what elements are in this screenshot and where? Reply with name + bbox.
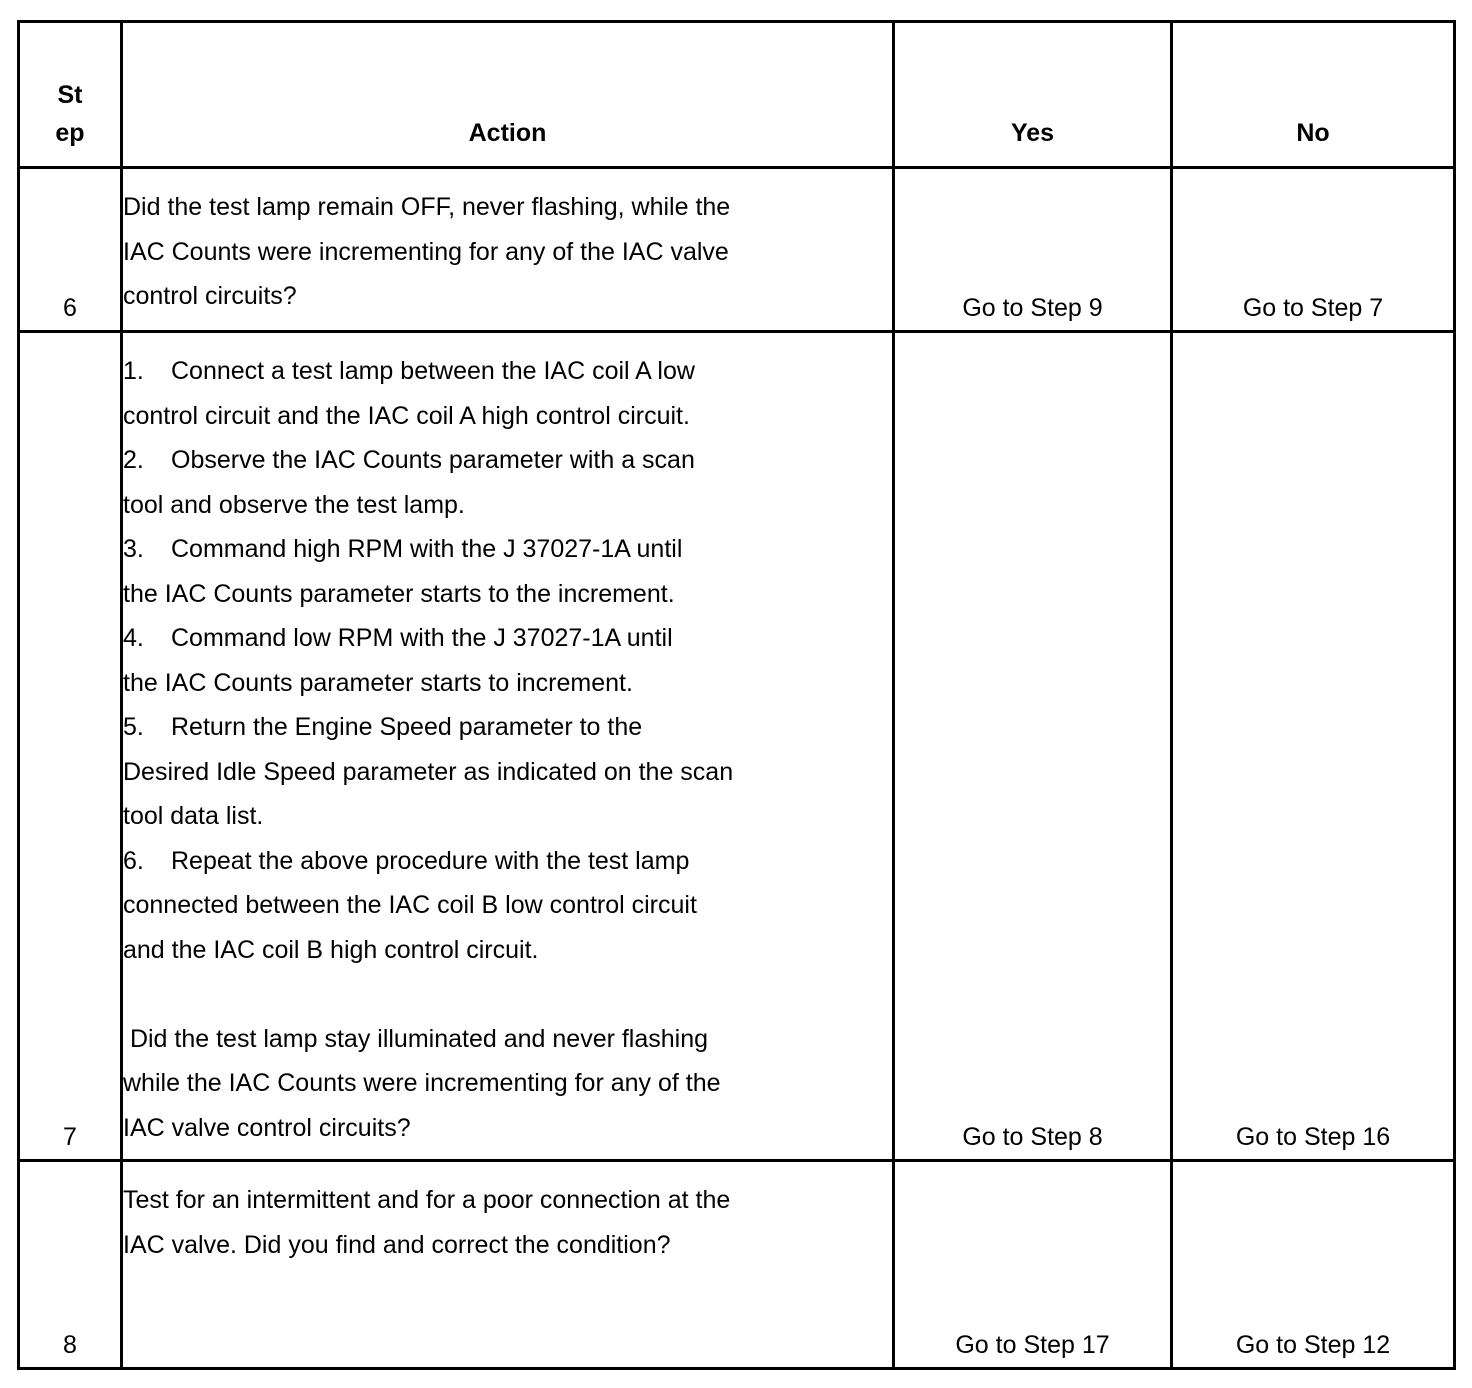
procedure-step-continued: the IAC Counts parameter starts to the increment. — [123, 579, 675, 608]
procedure-step: 4. Command low RPM with the J 37027-1A until — [123, 624, 673, 652]
procedure-step-continued: the IAC Counts parameter starts to increment. — [123, 668, 633, 697]
procedure-step: 2. Observe the IAC Counts parameter with a scan — [123, 446, 695, 474]
question-line: Did the test lamp stay illuminated and never flashing — [123, 1024, 709, 1053]
question-line: IAC valve control circuits? — [123, 1113, 411, 1142]
action-line: Did the test lamp remain OFF, never flashing, while the — [123, 193, 731, 221]
table-row — [19, 1161, 1455, 1369]
no-result: Go to Step 7 — [1172, 168, 1455, 332]
column-header-step — [19, 22, 122, 168]
procedure-step: 6. Repeat the above procedure with the test lamp — [123, 846, 690, 875]
step-number: 8 — [19, 1161, 122, 1369]
step-number: 6 — [19, 168, 122, 332]
no-result: Go to Step 16 — [1172, 332, 1455, 1161]
diagnostic-table — [17, 20, 1456, 1370]
table-row — [19, 168, 1455, 332]
action-text — [122, 168, 894, 332]
header-row — [19, 22, 1455, 168]
procedure-step: 1. Connect a test lamp between the IAC coil A low — [123, 357, 695, 385]
procedure-step: 5. Return the Engine Speed parameter to the — [123, 713, 643, 741]
procedure-step-continued: and the IAC coil B high control circuit. — [123, 935, 539, 964]
action-text — [122, 1161, 894, 1369]
procedure-step-continued: Desired Idle Speed parameter as indicated on the scan — [123, 757, 734, 786]
column-header-action: Action — [122, 22, 894, 168]
table-row — [19, 332, 1455, 1161]
action-line: control circuits? — [123, 282, 297, 310]
procedure-step: 3. Command high RPM with the J 37027-1A until — [123, 535, 683, 563]
question-line: while the IAC Counts were incrementing for any of the — [123, 1069, 721, 1097]
yes-result: Go to Step 8 — [894, 332, 1172, 1161]
column-header-yes: Yes — [894, 22, 1172, 168]
action-line: Test for an intermittent and for a poor connection at the — [123, 1186, 731, 1214]
action-line: IAC valve. Did you find and correct the condition? — [123, 1230, 671, 1259]
spacer — [123, 972, 892, 1017]
yes-result: Go to Step 9 — [894, 168, 1172, 332]
action-line: IAC Counts were incrementing for any of the IAC valve — [123, 237, 729, 266]
column-header-no: No — [1172, 22, 1455, 168]
step-header-line2: ep — [55, 119, 85, 147]
no-result: Go to Step 12 — [1172, 1161, 1455, 1369]
step-header-line1: St — [57, 81, 83, 109]
step-number: 7 — [19, 332, 122, 1161]
action-text — [122, 332, 894, 1161]
procedure-step-continued: tool data list. — [123, 802, 264, 830]
yes-result: Go to Step 17 — [894, 1161, 1172, 1369]
procedure-step-continued: connected between the IAC coil B low control circuit — [123, 891, 697, 919]
procedure-step-continued: control circuit and the IAC coil A high control circuit. — [123, 401, 690, 430]
procedure-step-continued: tool and observe the test lamp. — [123, 490, 465, 519]
